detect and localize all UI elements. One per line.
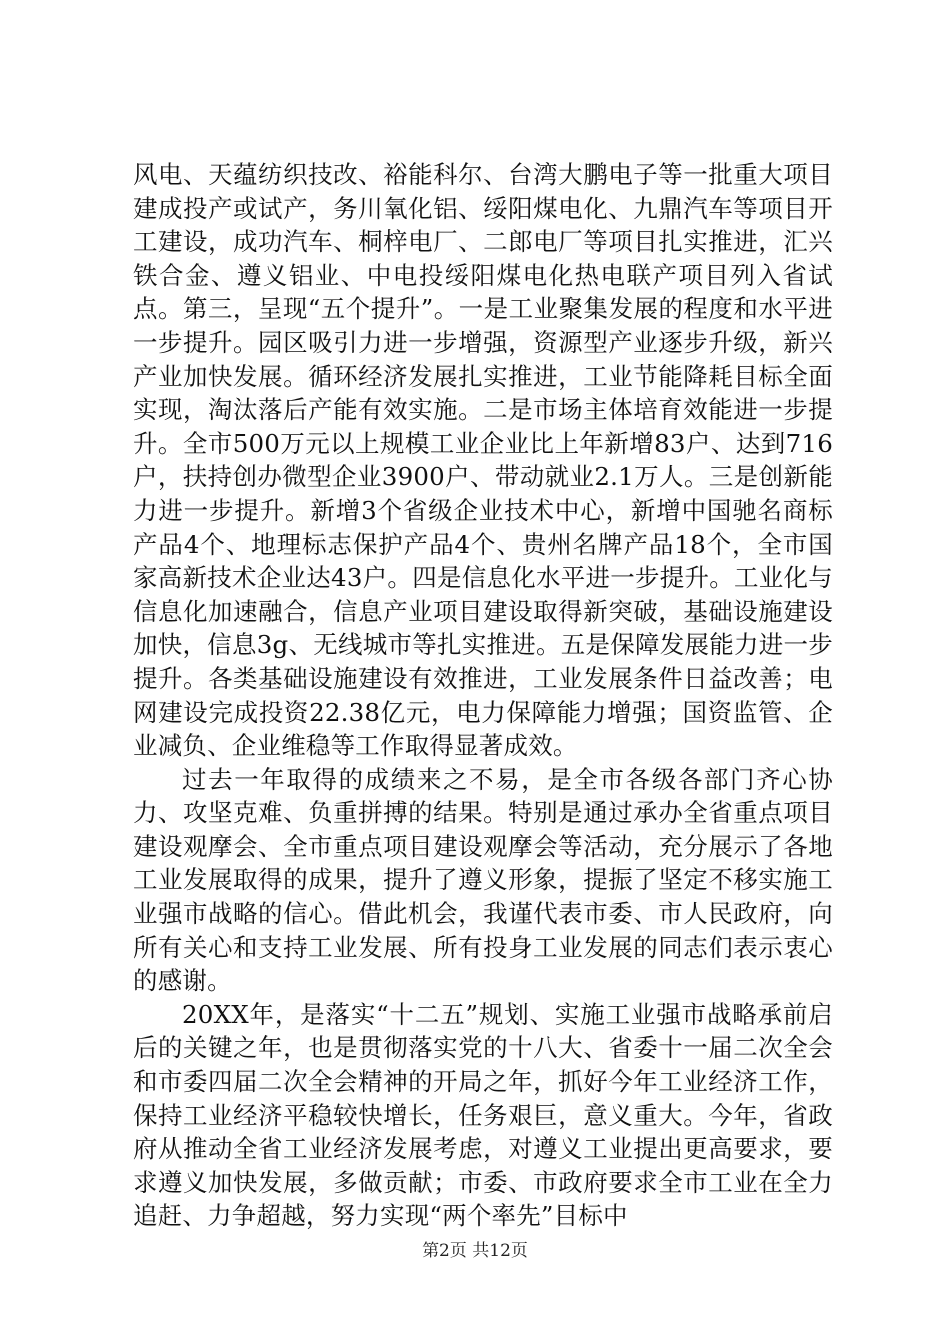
page-number-footer: 第2页 共12页	[422, 1241, 528, 1261]
paragraph-continuation: 风电、天蕴纺织技改、裕能科尔、台湾大鹏电子等一批重大项目建成投产或试产，务川氧化铝、绥阳煤电化、九鼎汽车等项目开工建设，成功汽车、桐梓电厂、二郎电厂等项目扎实推进，汇兴铁合金、遵义铝业、中电投绥阳煤电化热电联产项目列入省试点。第三，呈现“五个提升”。一是工业聚集发展的程度和水平进一步提升。园区吸引力进一步增强，资源型产业逐步升级，新兴产业加快发展。循环经济发展扎实推进，工业节能降耗目标全面实现，淘汰落后产能有效实施。二是市场主体培育效能进一步提升。全市500万元以上规模工业企业比上年新增83户、达到716户，扶持创办微型企业3900户、带动就业2.1万人。三是创新能力进一步提升。新增3个省级企业技术中心，新增中国驰名商标产品4个、地理标志保护产品4个、贵州名牌产品18个，全市国家高新技术企业达43户。四是信息化水平进一步提升。工业化与信息化加速融合，信息产业项目建设取得新突破，基础设施建设加快，信息3g、无线城市等扎实推进。五是保障发展能力进一步提升。各类基础设施建设有效推进，工业发展条件日益改善；电网建设完成投资22.38亿元，电力保障能力增强；国资监管、企业减负、企业维稳等工作取得显著成效。	[133, 160, 833, 761]
paragraph-achievements: 过去一年取得的成绩来之不易，是全市各级各部门齐心协力、攻坚克难、负重拼搏的结果。特别是通过承办全省重点项目建设观摩会、全市重点项目建设观摩会等活动，充分展示了各地工业发展取得的成果，提升了遵义形象，提振了坚定不移实施工业强市战略的信心。借此机会，我谨代表市委、市人民政府，向所有关心和支持工业发展、所有投身工业发展的同志们表示衷心的感谢。	[133, 764, 833, 996]
document-body	[133, 158, 833, 1233]
paragraph-year-outlook: 20XX年，是落实“十二五”规划、实施工业强市战略承前启后的关键之年，也是贯彻落实党的十八大、省委十一届二次全会和市委四届二次全会精神的开局之年，抓好今年工业经济工作，保持工业经济平稳较快增长，任务艰巨，意义重大。今年，省政府从推动全省工业经济发展考虑，对遵义工业提出更高要求，要求遵义加快发展，多做贡献；市委、市政府要求全市工业在全力追赶、力争超越，努力实现“两个率先”目标中	[133, 999, 833, 1231]
